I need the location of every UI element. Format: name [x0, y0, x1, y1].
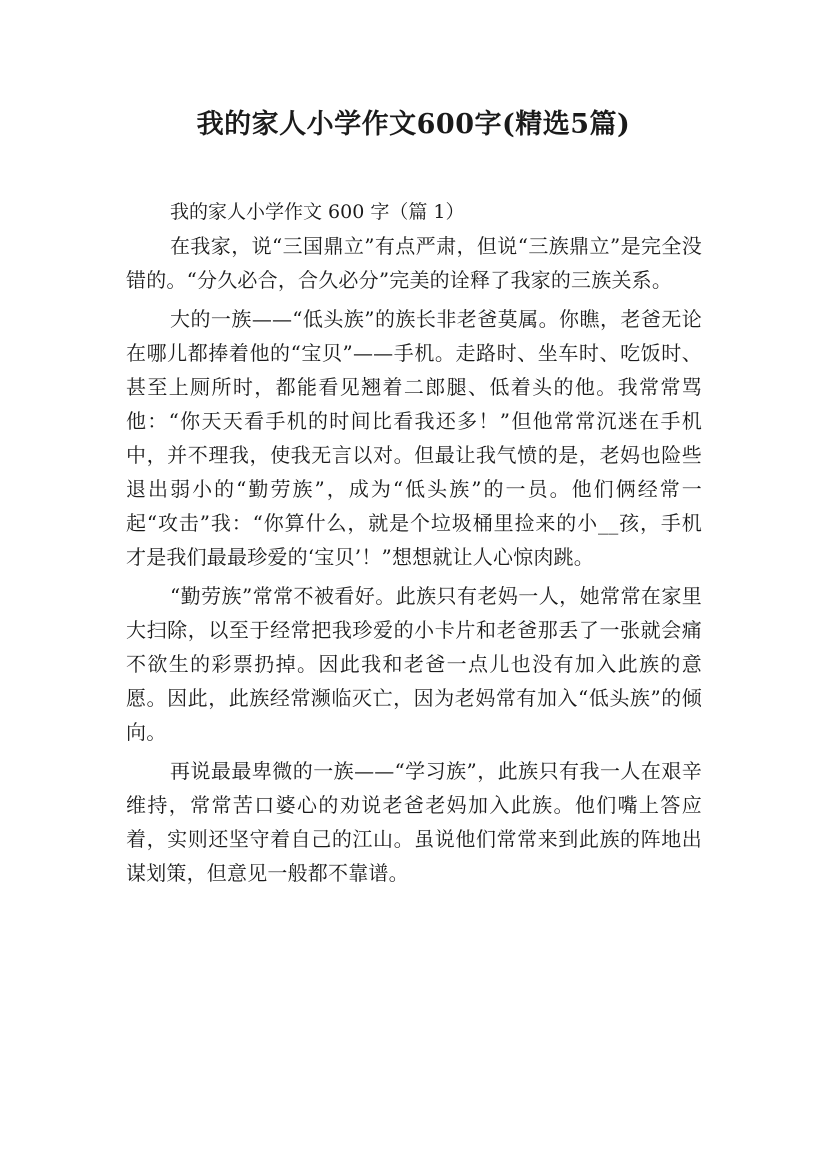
paragraph-3: “勤劳族”常常不被看好。此族只有老妈一人，她常常在家里大扫除，以至于经常把我珍爱的小卡片和老爸那丢了一张就会痛不欲生的彩票扔掉。因此我和老爸一点儿也没有加入此族的意愿。因此，此族经常濒临灭亡，因为老妈常有加入“低头族”的倾向。: [126, 584, 702, 744]
section-heading: 我的家人小学作文 600 字（篇 1）: [170, 201, 465, 223]
document-body: [126, 196, 702, 890]
paragraph-2: 大的一族——“低头族”的族长非老爸莫属。你瞧，老爸无论在哪儿都捧着他的“宝贝”——手机。走路时、坐车时、吃饭时、甚至上厕所时，都能看见翘着二郎腿、低着头的他。我常常骂他：“你天天看手机的时间比看我还多！”但他常常沉迷在手机中，并不理我，使我无言以对。但最让我气愤的是，老妈也险些退出弱小的“勤劳族”，成为“低头族”的一员。他们俩经常一起“攻击”我：“你算什么，就是个垃圾桶里捡来的小__孩，手机才是我们最最珍爱的‘宝贝’！”想想就让人心惊肉跳。: [126, 307, 702, 569]
document-title: 我的家人小学作文600字(精选5篇): [196, 109, 631, 140]
paragraph-1: 在我家，说“三国鼎立”有点严肃，但说“三族鼎立”是完全没错的。“分久必合，合久必分”完美的诠释了我家的三族关系。: [126, 234, 702, 292]
paragraph-4: 再说最最卑微的一族——“学习族”，此族只有我一人在艰辛维持，常常苦口婆心的劝说老爸老妈加入此族。他们嘴上答应着，实则还坚守着自己的江山。虽说他们常常来到此族的阵地出谋划策，但意见一般都不靠谱。: [126, 759, 702, 885]
